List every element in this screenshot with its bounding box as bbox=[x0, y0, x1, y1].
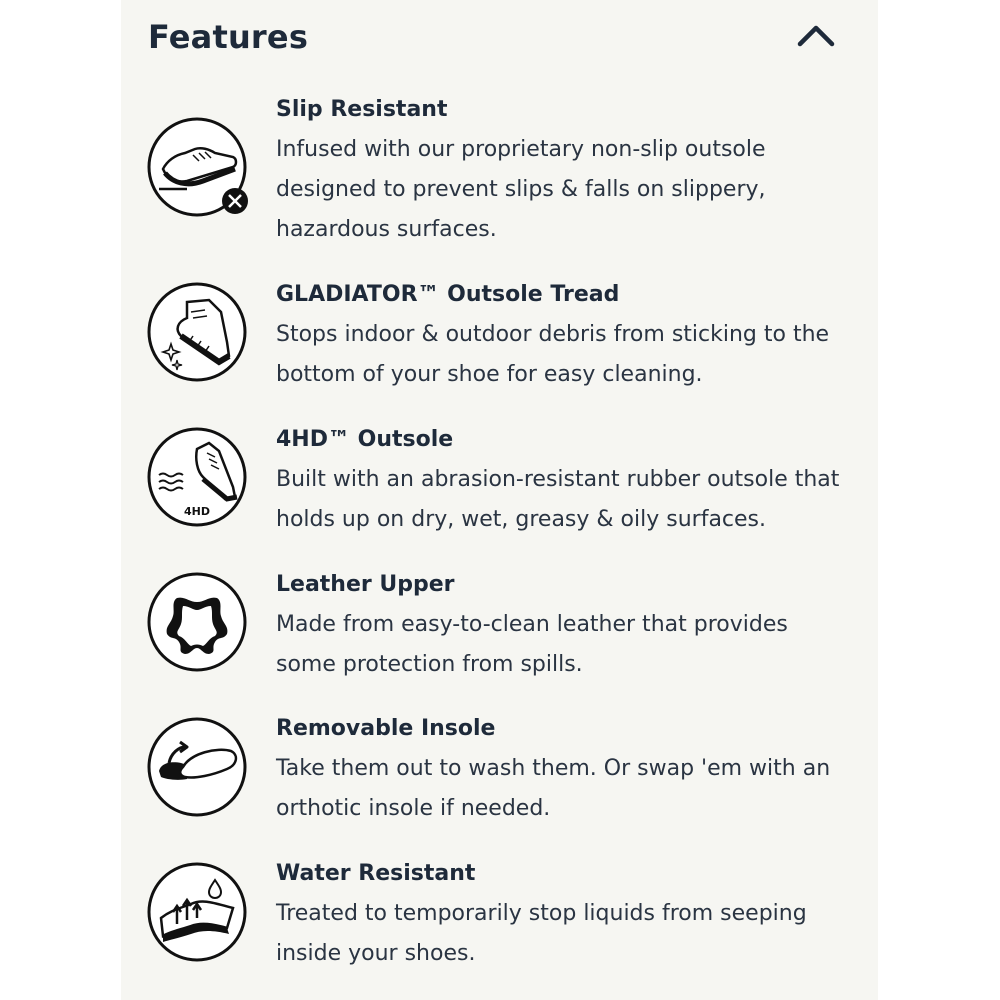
feature-description-line: holds up on dry, wet, greasy & oily surfaces. bbox=[276, 507, 767, 532]
feature-description-line: Made from easy-to-clean leather that provides bbox=[276, 612, 788, 637]
feature-text bbox=[276, 280, 866, 395]
feature-title: Slip Resistant bbox=[276, 97, 448, 122]
leather-hide-icon bbox=[147, 572, 251, 676]
4hd-outsole-icon bbox=[147, 427, 251, 531]
feature-description bbox=[276, 894, 866, 974]
feature-description bbox=[276, 130, 866, 250]
feature-description bbox=[276, 749, 866, 829]
feature-description bbox=[276, 315, 866, 395]
features-panel bbox=[121, 0, 878, 1000]
slip-resistant-icon bbox=[147, 117, 251, 221]
feature-description-line: bottom of your shoe for easy cleaning. bbox=[276, 362, 703, 387]
removable-insole-icon bbox=[147, 717, 251, 821]
feature-description-line: Infused with our proprietary non-slip outsole bbox=[276, 137, 766, 162]
outsole-tread-icon bbox=[147, 282, 251, 386]
feature-description-line: Stops indoor & outdoor debris from sticking to the bbox=[276, 322, 830, 347]
feature-title: Leather Upper bbox=[276, 572, 455, 597]
feature-description-line: some protection from spills. bbox=[276, 652, 583, 677]
feature-description bbox=[276, 605, 866, 685]
feature-description-line: Built with an abrasion-resistant rubber outsole that bbox=[276, 467, 840, 492]
feature-description bbox=[276, 460, 866, 540]
feature-title: Removable Insole bbox=[276, 716, 496, 741]
feature-text bbox=[276, 859, 866, 974]
features-title: Features bbox=[148, 18, 309, 56]
feature-text bbox=[276, 95, 866, 250]
feature-description-line: orthotic insole if needed. bbox=[276, 796, 551, 821]
feature-description-line: hazardous surfaces. bbox=[276, 217, 497, 242]
chevron-up-icon[interactable] bbox=[796, 20, 836, 50]
feature-description-line: Take them out to wash them. Or swap 'em with an bbox=[276, 756, 831, 781]
4hd-icon-label: 4HD bbox=[184, 505, 210, 518]
feature-description-line: inside your shoes. bbox=[276, 941, 476, 966]
water-resistant-icon bbox=[147, 862, 251, 966]
feature-text bbox=[276, 570, 866, 685]
feature-text bbox=[276, 714, 866, 829]
feature-text bbox=[276, 425, 866, 540]
feature-description-line: Treated to temporarily stop liquids from seeping bbox=[276, 901, 807, 926]
feature-title: GLADIATOR™ Outsole Tread bbox=[276, 282, 620, 307]
features-header[interactable] bbox=[148, 14, 848, 64]
feature-title: Water Resistant bbox=[276, 861, 476, 886]
feature-title: 4HD™ Outsole bbox=[276, 427, 454, 452]
feature-description-line: designed to prevent slips & falls on slippery, bbox=[276, 177, 766, 202]
